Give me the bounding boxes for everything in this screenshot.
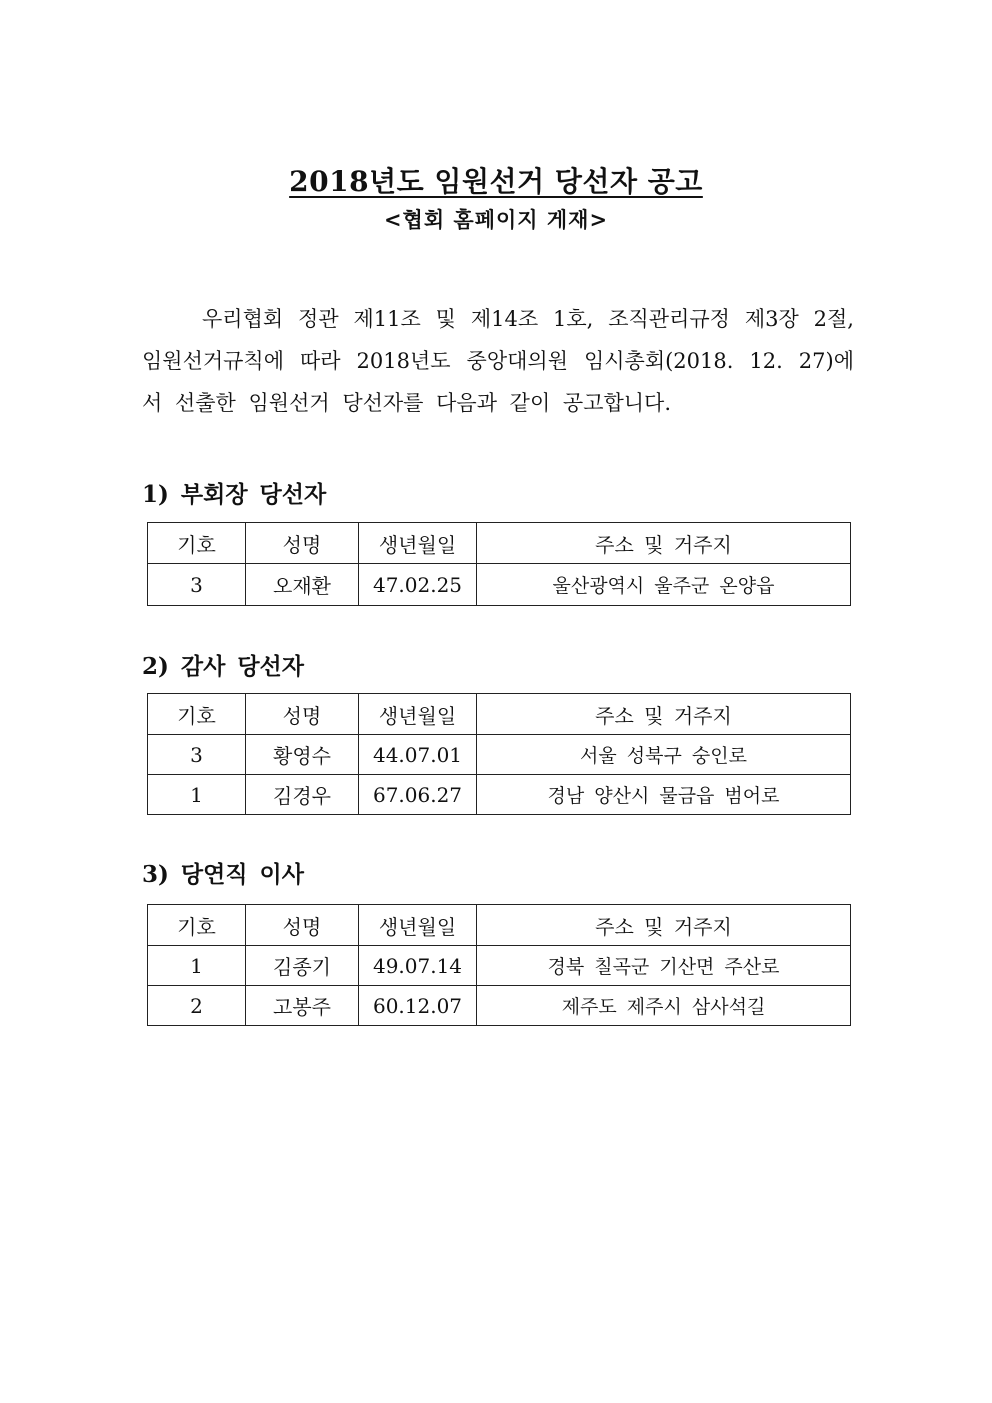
document-title-text: 2018년도 임원선거 당선자 공고 <box>289 165 703 198</box>
table-row <box>148 775 851 815</box>
cell-name: 김경우 <box>246 775 359 815</box>
header-address: 주소 및 거주지 <box>477 694 851 735</box>
header-name: 성명 <box>246 694 359 735</box>
cell-no: 1 <box>148 946 246 986</box>
cell-birth: 49.07.14 <box>359 946 477 986</box>
cell-name: 고봉주 <box>246 986 359 1026</box>
document-title <box>0 160 992 200</box>
header-address: 주소 및 거주지 <box>477 905 851 946</box>
cell-no: 3 <box>148 564 246 606</box>
section-heading-auditor: 2) 감사 당선자 <box>142 653 304 680</box>
cell-name: 황영수 <box>246 735 359 775</box>
cell-no: 3 <box>148 735 246 775</box>
cell-name: 오재환 <box>246 564 359 606</box>
cell-address: 경북 칠곡군 기산면 주산로 <box>477 946 851 986</box>
header-birth: 생년월일 <box>359 523 477 564</box>
header-no: 기호 <box>148 694 246 735</box>
auditor-table <box>147 693 851 815</box>
cell-birth: 47.02.25 <box>359 564 477 606</box>
table-row <box>148 564 851 606</box>
intro-paragraph: 우리협회 정관 제11조 및 제14조 1호, 조직관리규정 제3장 2절, 임원선거규칙에 따라 2018년도 중앙대의원 임시총회(2018. 12. 27)에서 선출한 임원선거 당선자를 다음과 같이 공고합니다. <box>142 307 854 415</box>
header-name: 성명 <box>246 905 359 946</box>
section-heading-ex-officio-director: 3) 당연직 이사 <box>142 861 304 888</box>
cell-no: 2 <box>148 986 246 1026</box>
header-address: 주소 및 거주지 <box>477 523 851 564</box>
table-header-row <box>148 694 851 735</box>
header-birth: 생년월일 <box>359 694 477 735</box>
cell-birth: 60.12.07 <box>359 986 477 1026</box>
table-header-row <box>148 523 851 564</box>
header-birth: 생년월일 <box>359 905 477 946</box>
header-no: 기호 <box>148 905 246 946</box>
cell-no: 1 <box>148 775 246 815</box>
section-heading-vice-president: 1) 부회장 당선자 <box>142 481 327 508</box>
cell-address: 울산광역시 울주군 온양읍 <box>477 564 851 606</box>
vice-president-table <box>147 522 851 606</box>
cell-birth: 44.07.01 <box>359 735 477 775</box>
table-row <box>148 986 851 1026</box>
table-row <box>148 946 851 986</box>
document-subtitle: <협회 홈페이지 게재> <box>383 207 609 232</box>
cell-address: 서울 성북구 숭인로 <box>477 735 851 775</box>
header-no: 기호 <box>148 523 246 564</box>
table-header-row <box>148 905 851 946</box>
header-name: 성명 <box>246 523 359 564</box>
table-row <box>148 735 851 775</box>
cell-address: 제주도 제주시 삼사석길 <box>477 986 851 1026</box>
cell-name: 김종기 <box>246 946 359 986</box>
cell-birth: 67.06.27 <box>359 775 477 815</box>
ex-officio-director-table <box>147 904 851 1026</box>
cell-address: 경남 양산시 물금읍 범어로 <box>477 775 851 815</box>
